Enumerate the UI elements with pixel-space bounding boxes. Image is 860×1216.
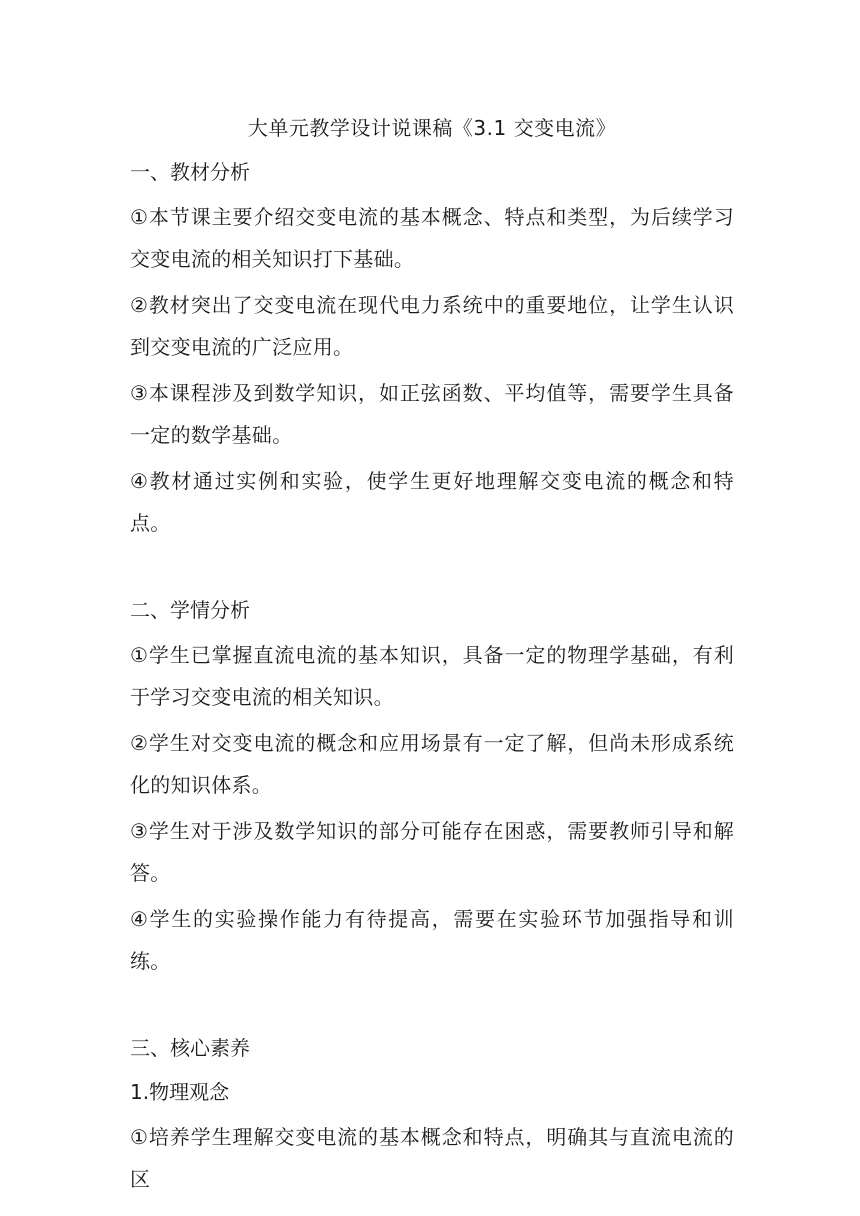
paragraph: ①培养学生理解交变电流的基本概念和特点，明确其与直流电流的区	[130, 1125, 734, 1191]
subheading-physics-concepts: 1.物理观念	[130, 1080, 230, 1104]
paragraph: ④学生的实验操作能力有待提高，需要在实验环节加强指导和训练。	[130, 907, 734, 973]
paragraph: ②教材突出了交变电流在现代电力系统中的重要地位，让学生认识到交变电流的广泛应用。	[130, 293, 734, 359]
blank-line	[130, 982, 734, 1024]
paragraph: ④教材通过实例和实验，使学生更好地理解交变电流的概念和特点。	[130, 469, 734, 535]
paragraph: ③学生对于涉及数学知识的部分可能存在困惑，需要教师引导和解答。	[130, 819, 734, 885]
section-heading-learner-analysis: 二、学情分析	[130, 598, 250, 622]
paragraph: ①学生已掌握直流电流的基本知识，具备一定的物理学基础，有利于学习交变电流的相关知识。	[130, 643, 734, 709]
document-body	[130, 108, 734, 1200]
section-heading-core-competencies: 三、核心素养	[130, 1036, 250, 1060]
paragraph: ③本课程涉及到数学知识，如正弦函数、平均值等，需要学生具备一定的数学基础。	[130, 381, 734, 447]
document-title: 大单元教学设计说课稿《3.1 交变电流》	[247, 116, 617, 140]
blank-line	[130, 544, 734, 586]
paragraph: ①本节课主要介绍交变电流的基本概念、特点和类型，为后续学习交变电流的相关知识打下基础。	[130, 205, 734, 271]
paragraph: ②学生对交变电流的概念和应用场景有一定了解，但尚未形成系统化的知识体系。	[130, 731, 734, 797]
section-heading-textbook-analysis: 一、教材分析	[130, 160, 250, 184]
